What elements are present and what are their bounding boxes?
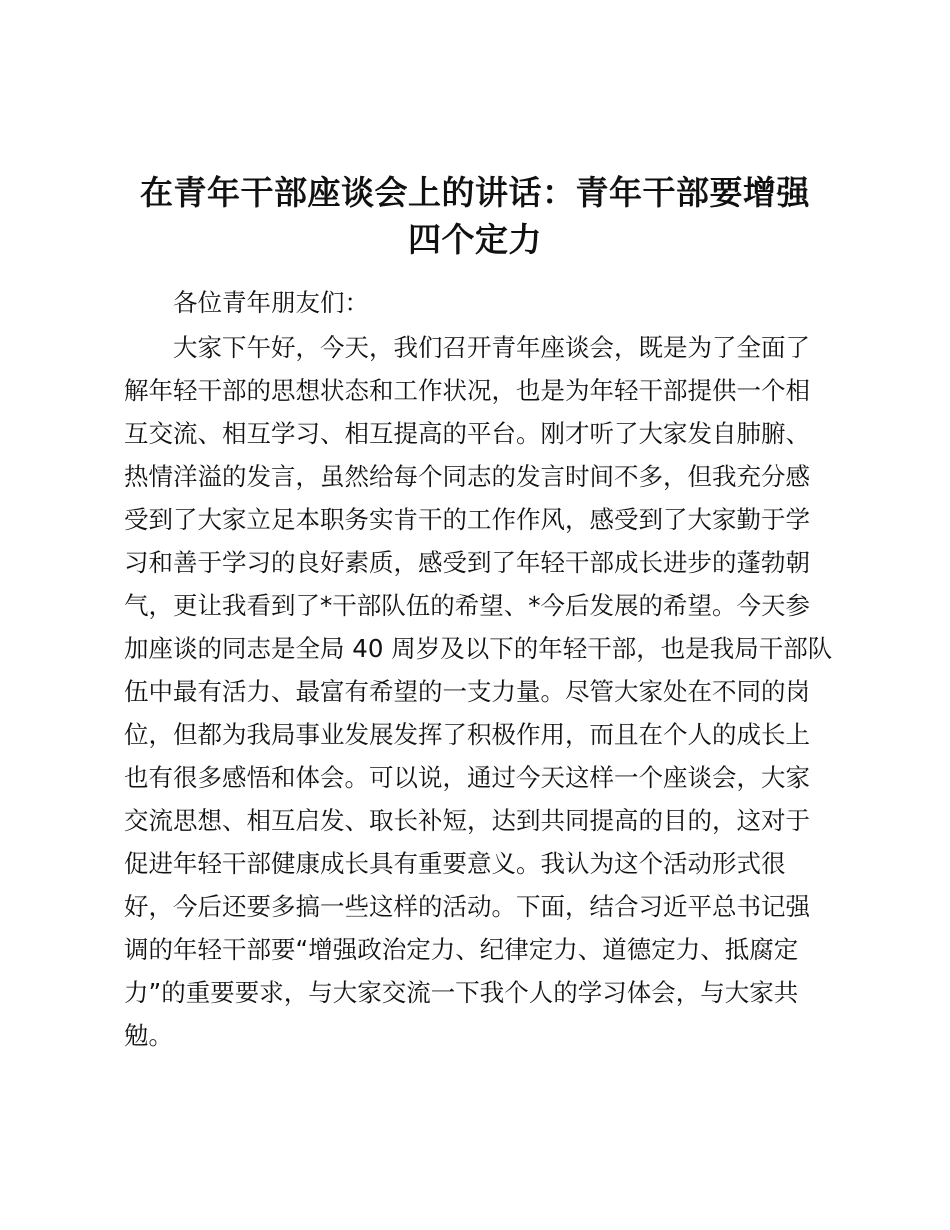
- body-line: 受到了大家立足本职务实肯干的工作作风，感受到了大家勤于学: [124, 505, 810, 534]
- body-line: 互交流、相互学习、相互提高的平台。刚才听了大家发自肺腑、: [124, 419, 810, 448]
- document-title-line-2: 四个定力: [408, 220, 542, 259]
- body-line: 力”的重要要求，与大家交流一下我个人的学习体会，与大家共: [124, 978, 799, 1007]
- greeting: 各位青年朋友们：: [173, 288, 369, 317]
- body-line: 促进年轻干部健康成长具有重要意义。我认为这个活动形式很: [124, 849, 786, 878]
- body-line: 勉。: [124, 1021, 173, 1050]
- body-line: 交流思想、相互启发、取长补短，达到共同提高的目的，这对于: [124, 806, 810, 835]
- body-line: 好，今后还要多搞一些这样的活动。下面，结合习近平总书记强: [124, 892, 810, 921]
- document-title-line-1: 在青年干部座谈会上的讲话：青年干部要增强: [140, 173, 810, 212]
- body-line: 位，但都为我局事业发展发挥了积极作用，而且在个人的成长上: [124, 720, 810, 749]
- body-line: 也有很多感悟和体会。可以说，通过今天这样一个座谈会，大家: [124, 763, 810, 792]
- body-line: 大家下午好，今天，我们召开青年座谈会，既是为了全面了: [173, 333, 810, 362]
- body-line: 解年轻干部的思想状态和工作状况，也是为年轻干部提供一个相: [124, 376, 810, 405]
- body-line: 热情洋溢的发言，虽然给每个同志的发言时间不多，但我充分感: [124, 462, 810, 491]
- body-line: 加座谈的同志是全局 40 周岁及以下的年轻干部，也是我局干部队: [124, 634, 833, 663]
- body-line: 伍中最有活力、最富有希望的一支力量。尽管大家处在不同的岗: [124, 677, 810, 706]
- body-line: 习和善于学习的良好素质，感受到了年轻干部成长进步的蓬勃朝: [124, 548, 810, 577]
- body-line: 调的年轻干部要“增强政治定力、纪律定力、道德定力、抵腐定: [124, 935, 799, 964]
- body-line: 气，更让我看到了*干部队伍的希望、*今后发展的希望。今天参: [124, 591, 810, 620]
